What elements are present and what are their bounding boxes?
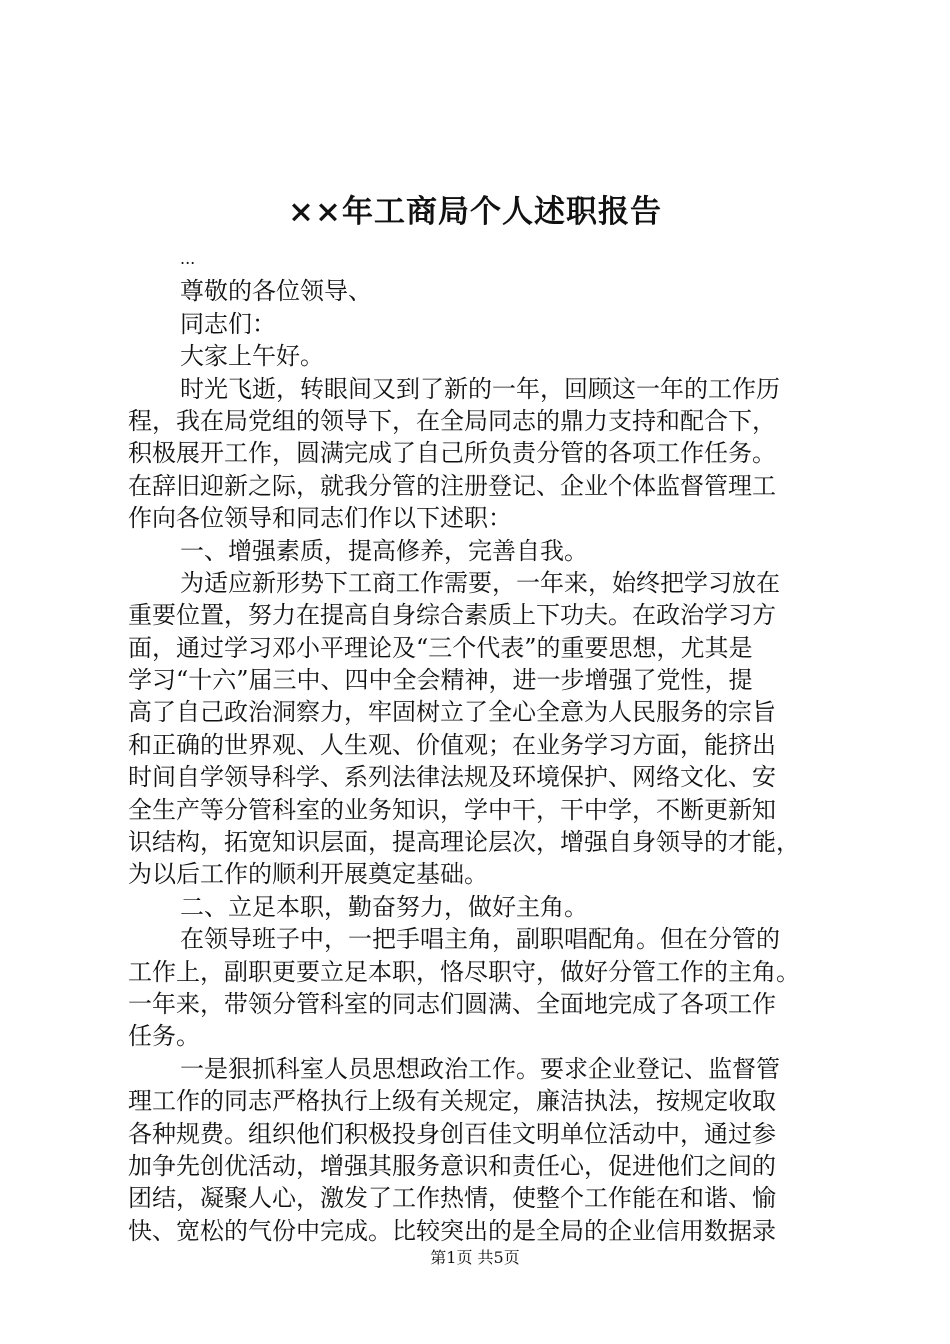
paragraph-line: 高了自己政治洞察力，牢固树立了全心全意为人民服务的宗旨: [128, 698, 776, 727]
ellipsis-marker: ...: [180, 249, 196, 268]
paragraph-line: 识结构，拓宽知识层面，提高理论层次，增强自身领导的才能，: [128, 828, 800, 857]
paragraph-line: 作向各位领导和同志们作以下述职：: [128, 504, 512, 533]
paragraph-line: 在领导班子中，一把手唱主角，副职唱配角。但在分管的: [180, 925, 780, 954]
paragraph-line: 加争先创优活动，增强其服务意识和责任心，促进他们之间的: [128, 1151, 776, 1180]
paragraph-line: 学习“十六”届三中、四中全会精神，进一步增强了党性，提: [128, 666, 753, 695]
paragraph-line: 团结，凝聚人心，激发了工作热情，使整个工作能在和谐、愉: [128, 1184, 776, 1213]
section-heading: 二、立足本职，勤奋努力，做好主角。: [180, 892, 588, 921]
paragraph-line: 全生产等分管科室的业务知识，学中干，干中学，不断更新知: [128, 795, 776, 824]
paragraph-line: 程，我在局党组的领导下，在全局同志的鼎力支持和配合下，: [128, 406, 776, 435]
paragraph-line: 快、宽松的气份中完成。比较突出的是全局的企业信用数据录: [128, 1216, 776, 1245]
paragraph-line: 时间自学领导科学、系列法律法规及环境保护、网络文化、安: [128, 763, 776, 792]
paragraph-line: 任务。: [128, 1022, 200, 1051]
paragraph-line: 和正确的世界观、人生观、价值观；在业务学习方面，能挤出: [128, 730, 776, 759]
paragraph-line: 重要位置，努力在提高自身综合素质上下功夫。在政治学习方: [128, 601, 776, 630]
paragraph-line: 一年来，带领分管科室的同志们圆满、全面地完成了各项工作: [128, 989, 776, 1018]
page-footer: 第1页 共5页: [430, 1248, 520, 1267]
section-heading: 一、增强素质，提高修养，完善自我。: [180, 536, 588, 565]
salutation-line: 尊敬的各位领导、: [180, 277, 372, 306]
paragraph-line: 时光飞逝，转眼间又到了新的一年，回顾这一年的工作历: [180, 374, 780, 403]
document-body: [128, 243, 828, 1247]
greeting-line: 大家上午好。: [180, 342, 324, 371]
paragraph-line: 各种规费。组织他们积极投身创百佳文明单位活动中，通过参: [128, 1119, 776, 1148]
paragraph-line: 为适应新形势下工商工作需要，一年来，始终把学习放在: [180, 568, 780, 597]
paragraph-line: 理工作的同志严格执行上级有关规定，廉洁执法，按规定收取: [128, 1087, 776, 1116]
paragraph-line: 一是狠抓科室人员思想政治工作。要求企业登记、监督管: [180, 1054, 780, 1083]
paragraph-line: 工作上，副职更要立足本职，恪尽职守，做好分管工作的主角。: [128, 957, 800, 986]
paragraph-line: 积极展开工作，圆满完成了自己所负责分管的各项工作任务。: [128, 439, 776, 468]
paragraph-line: 在辞旧迎新之际，就我分管的注册登记、企业个体监督管理工: [128, 471, 776, 500]
salutation-line: 同志们：: [180, 309, 276, 338]
paragraph-line: 面，通过学习邓小平理论及“三个代表”的重要思想，尤其是: [128, 633, 753, 662]
page-title: ××年工商局个人述职报告: [288, 194, 662, 230]
paragraph-line: 为以后工作的顺利开展奠定基础。: [128, 860, 488, 889]
